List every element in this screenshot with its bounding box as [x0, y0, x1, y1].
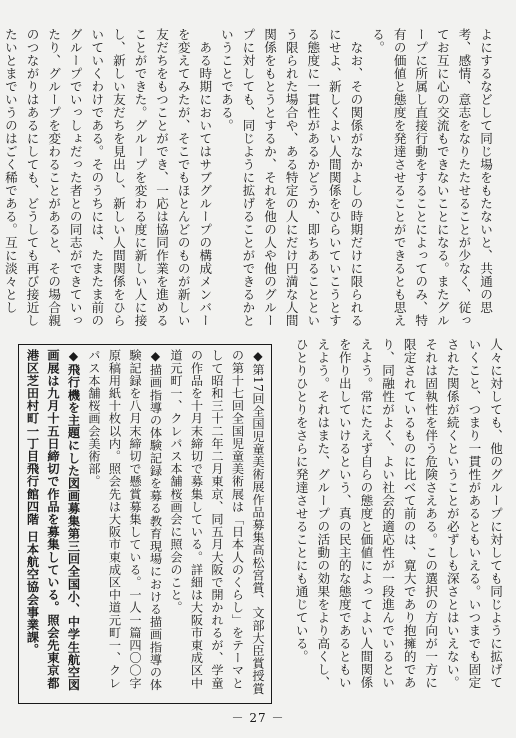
notice-item: ◆飛行機を主題にした図画募集第三回全国小、中学生航空図画展は九月十五日締切で作品を募集している。照会先東京都港区芝田村町一丁目飛行館四階 日本航空協会事業課。: [25, 349, 81, 691]
paragraph: よにするなどして同じ場をもたないと、共通の思考、感情、意志をなりたたせることが少なく、従ってお互に心の交流もできないことになる。またグループに所属し直接行動をすることによってのみ、特有の価値と態度を発達させることができるとも思える。: [370, 28, 493, 327]
lower-body-text: [286, 338, 506, 698]
upper-body-text: [2, 28, 496, 328]
page-number: － 27 －: [231, 711, 285, 725]
paragraph: 人々に対しても、他のグループに対しても同じように拡げていくこと、つまり一貫性があるともいえる。いつまでも固定された関係が続くということが必ずしも深さとはいえない。それは固執性を伴う危険さえある。この選択の方向が一方に限定されているものに比べて前のは、寛大であり抱擁的であり、同融性がよく、よい社会的適応性が一段進んでいるといえよう。常にたえず自らの態度と価値によってよい人間関係を作り出していけるという、真の民主的な態度であるともいえよう。それはまた、グループの活動の効果をより高くし、ひとりひとりをさらに発達させることにも通じている。: [293, 338, 503, 689]
notice-box: [18, 344, 272, 704]
paragraph: なお、その関係がなかよしの時期だけに限られるにせよ、新しくよい人間関係をひらいていこうとする態度に一貫性があるかどうか、即ちあることという限られた場合や、ある特定の人にだけ円満な人間関係をもとうとするか、それを他の人や他のグループに対しても、同じように拡げることができるかということである。: [218, 28, 364, 327]
notice-item: ◆第17回全国児童美術展作品募集高松宮賞、文部大臣賞授賞の第十七回全国児童美術展は「日本人のくらし」をテーマとして昭和三十二年二月東京、同五月大阪で開かれるが、学童の作品を十月末締切で募集している。詳細は大阪市東成区中道元町一、クレパス本舗桜画会に照会のこと。: [169, 349, 265, 695]
paragraph: ある時期においてはサブグループの構成メンバーを変えてみたが、そこでもほとんどのものが新しい友だちをもつことができ、一応は協同作業を進めることができた。グループを変わる度に新しい人に接し、新しい友だちを見出し、新しい人間関係をひらいていくわけである。そのうちには、たまたま前のグループでいっしょだった者との同志ができていったり、グループを変わることがあると、その場合親のつながりはあるにしても、どうしても再び接近したいとまでいうのはごく稀である。互に淡々とし: [2, 28, 213, 327]
notice-item: ◆描画指導の体験記録を募る教育現場における描画指導の体験記録を八月末締切で懸賞募集している。一人一篇四〇〇字原稿用紙十枚以内。照会先は大阪市東成区中道元町一、クレパス本舗桜画会美術部。: [87, 349, 163, 691]
